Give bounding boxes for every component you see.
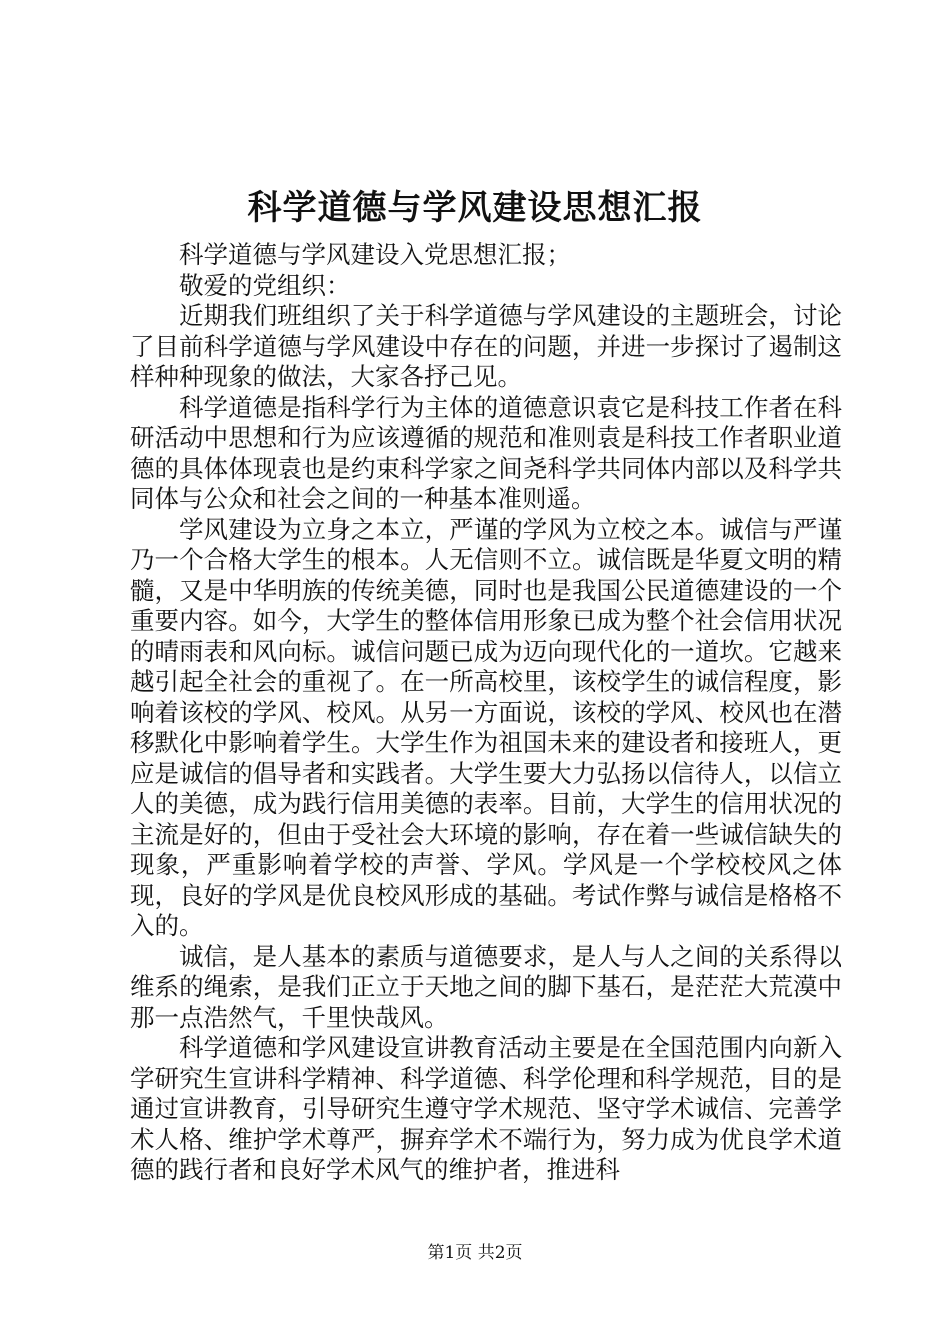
paragraph: 诚信，是人基本的素质与道德要求，是人与人之间的关系得以维系的绳索，是我们正立于天地之间的脚下基石，是茫茫大荒漠中那一点浩然气，千里快哉风。 xyxy=(130,941,842,1032)
paragraph: 近期我们班组织了关于科学道德与学风建设的主题班会，讨论了目前科学道德与学风建设中存在的问题，并进一步探讨了遏制这样种种现象的做法，大家各抒己见。 xyxy=(130,301,842,391)
document-title: 科学道德与学风建设思想汇报 xyxy=(247,188,703,228)
paragraph: 科学道德是指科学行为主体的道德意识袁它是科技工作者在科研活动中思想和行为应该遵循的规范和准则袁是科技工作者职业道德的具体体现袁也是约束科学家之间尧科学共同体内部以及科学共同体与公众和社会之间的一种基本准则遥。 xyxy=(130,392,842,513)
page-number-footer: 第1页 共2页 xyxy=(427,1243,523,1263)
paragraph: 学风建设为立身之本立，严谨的学风为立校之本。诚信与严谨乃一个合格大学生的根本。人无信则不立。诚信既是华夏文明的精髓，又是中华明族的传统美德，同时也是我国公民道德建设的一个重要内容。如今，大学生的整体信用形象已成为整个社会信用状况的晴雨表和风向标。诚信问题已成为迈向现代化的一道坎。它越来越引起全社会的重视了。在一所高校里，该校学生的诚信程度，影响着该校的学风、校风。从另一方面说，该校的学风、校风也在潜移默化中影响着学生。大学生作为祖国未来的建设者和接班人，更应是诚信的倡导者和实践者。大学生要大力弘扬以信待人，以信立人的美德，成为践行信用美德的表率。目前，大学生的信用状况的主流是好的，但由于受社会大环境的影响，存在着一些诚信缺失的现象，严重影响着学校的声誉、学风。学风是一个学校校风之体现，良好的学风是优良校风形成的基础。考试作弊与诚信是格格不入的。 xyxy=(130,514,842,940)
paragraph-salutation: 敬爱的党组织： xyxy=(179,270,351,300)
document-body xyxy=(130,240,842,1186)
paragraph-subtitle: 科学道德与学风建设入党思想汇报； xyxy=(179,240,571,269)
paragraph: 科学道德和学风建设宣讲教育活动主要是在全国范围内向新入学研究生宣讲科学精神、科学道德、科学伦理和科学规范，目的是通过宣讲教育，引导研究生遵守学术规范、坚守学术诚信、完善学术人格、维护学术尊严，摒弃学术不端行为，努力成为优良学术道德的践行者和良好学术风气的维护者，推进科 xyxy=(130,1033,842,1184)
